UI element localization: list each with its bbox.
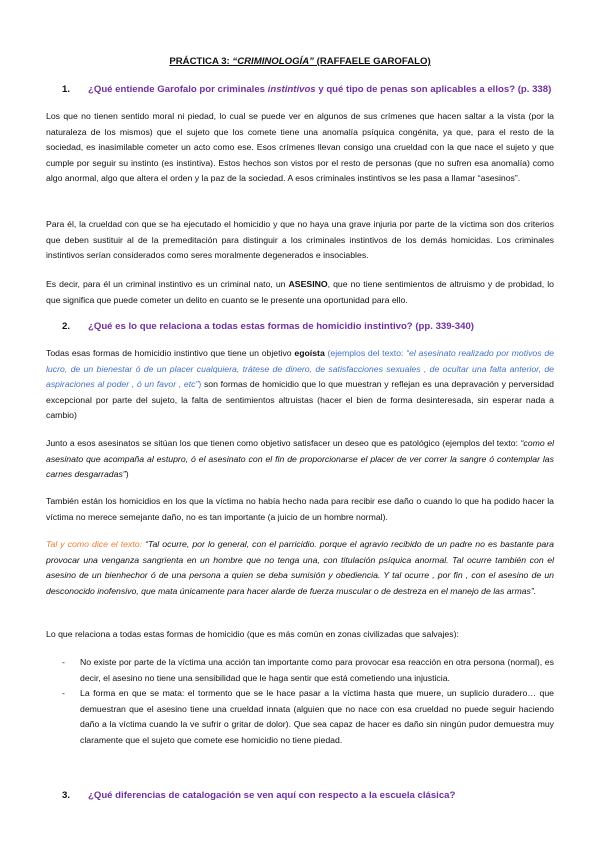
- answer-2-paragraph-4: Lo que relaciona a todas estas formas de homicidio (que es más común en zonas civilizadas que salvajes):: [46, 629, 459, 639]
- question-1: 1. ¿Qué entiende Garofalo por criminales instintivos y qué tipo de penas son aplicables a ellos? (p. 338): [62, 84, 552, 95]
- list-item: - La forma en que se mata: el tormento que se le hace pasar a la víctima hasta que muere, un suplicio duradero… que demuestran que el asesino tiene una crueldad innata (alguien que no nace con esa crueldad no puede seguir haciendo daño a la víctima cuando la ve sufrir o gritar de dolor). Que sea capaz de hacer es daño sin ningún pudor demuestra muy claramente que el sujeto que comete ese homicidio no tiene piedad.: [62, 688, 554, 745]
- answer-1-paragraph-2: Para él, la crueldad con que se ha ejecutado el homicidio y que no haya una grave injuria por parte de la víctima son dos criterios que deben sustituir al de la premeditación para distinguir a los criminales instintivos de los demás homicidas. Los criminales instintivos serían considerados como seres moralmente degenerados e insociables.: [46, 219, 554, 261]
- answer-2-paragraph-3: También están los homicidios en los que la víctima no había hecho nada para recibir ese daño o cuando lo que ha podido hacer la víctima no merece semejante daño, no es tan importante (a juicio de un hombre normal).: [46, 496, 554, 522]
- question-2: 2. ¿Qué es lo que relaciona a todas estas formas de homicidio instintivo? (pp. 339-340): [62, 321, 474, 332]
- answer-2-paragraph-2: Junto a esos asesinatos se sitúan los que tienen como objetivo satisfacer un deseo que es patológico (ejemplos del texto: “como el asesinato que acompaña al estupro, ó el asesinato con el fin de proporcionarse el placer de ver correr la sangre ó contemplar las carnes desgarradas”): [46, 438, 555, 480]
- answer-1-paragraph-1: Los que no tienen sentido moral ni piedad, lo cual se puede ver en algunos de sus crímenes que hacen saltar a la vista (por la naturaleza de los mismos) que el sujeto que los comete tiene una anomalía psíquica congénita, ya que, para el resto de la sociedad, es inasimilable cometer un acto como ese. Esos crímenes llevan consigo una crueldad con la que nace el sujeto y que cumple por seguir su instinto (es instintiva). Estos hechos son vistos por el resto de personas (que no sufren esa anomalía) como algo anormal, algo que altera el orden y la paz de la sociedad. A esos criminales instintivos se les pasa a llamar “asesinos”.: [46, 111, 554, 184]
- answer-2-quote: Tal y como dice el texto: “Tal ocurre, por lo general, con el parricidio. porque el agravio recibido de un padre no es bastante para provocar una venganza sangrienta en un hombre que no tenga una, con titulación psíquica anormal. Tal ocurre también con el asesino de un bienhechor ó de una persona a quien se deba sumisión y obediencia. Y tal ocurre , por fin , con el asesino de un desconocido inofensivo, que mata únicamente para hacer alarde de fuerza muscular o de destreza en el manejo de las armas”.: [46, 539, 554, 596]
- list-item: - No existe por parte de la víctima una acción tan importante como para provocar esa reacción en otra persona (normal), es decir, el asesino no tiene una sensibilidad que le haga sentir que está cometiendo una injusticia.: [62, 657, 554, 683]
- page-title: PRÁCTICA 3: “CRIMINOLOGÍA” (RAFFAELE GAROFALO): [169, 56, 431, 67]
- question-3: 3. ¿Qué diferencias de catalogación se ven aquí con respecto a la escuela clásica?: [62, 790, 456, 801]
- answer-2-paragraph-1: Todas esas formas de homicidio instintivo que tiene un objetivo egoísta (ejemplos del texto: “el asesinato realizado por motivos de lucro, de un bienestar ó de un placer cualquiera, trátese de dinero, de satisfacciones sexuales , de ocultar una falta anterior, de aspiraciones al poder , ó un favor , etc”) son formas de homicidio que lo que muestran y reflejan es una depravación y perversidad excepcional por parte del sujeto, la falta de sentimientos altruistas (hacer el bien de forma desinteresada, sin esperar nada a cambio): [46, 348, 554, 421]
- answer-1-paragraph-3: Es decir, para él un criminal instintivo es un criminal nato, un ASESINO, que no tiene sentimientos de altruismo y de probidad, lo que significa que puede cometer un delito en cuanto se le presente una oportunidad para ello.: [46, 279, 555, 305]
